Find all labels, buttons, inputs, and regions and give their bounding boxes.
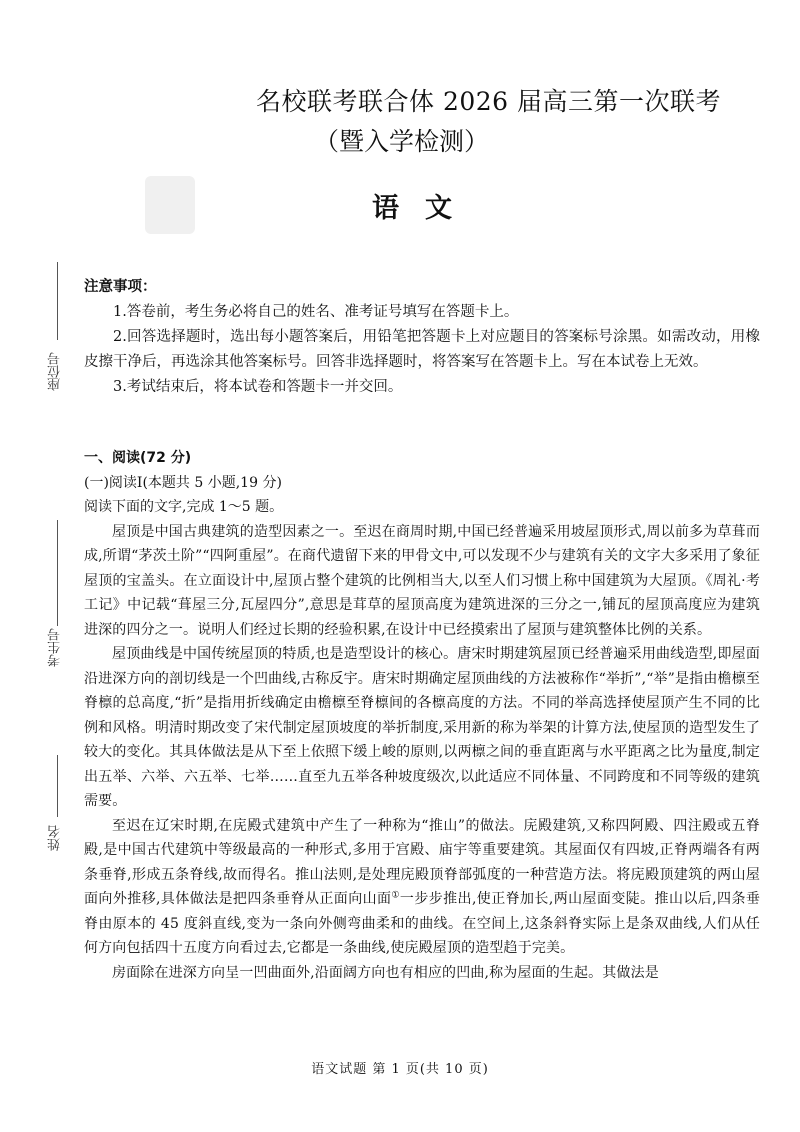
name-label: 姓名 — [48, 825, 63, 851]
exam-subtitle: （暨入学检测） — [314, 127, 490, 156]
footnote-marker: ① — [391, 890, 400, 901]
section-subheading: (一)阅读Ⅰ(本题共 5 小题,19 分) — [84, 474, 282, 491]
passage-paragraph: 屋顶是中国古典建筑的造型因素之一。至迟在商周时期,中国已经普遍采用坡屋顶形式,周以前多为草葺而成,所谓“茅茨土阶”“四阿重屋”。在商代遗留下来的甲骨文中,可以发现不少与建筑有关的文字大多采用了象征屋顶的宝盖头。在立面设计中,屋顶占整个建筑的比例相当大,以至人们习惯上称中国建筑为大屋顶。《周礼·考工记》中记载“葺屋三分,瓦屋四分”,意思是茸草的屋顶高度为建筑进深的三分之一,铺瓦的屋顶高度应为建筑进深的四分之一。说明人们经过长期的经验积累,在设计中已经摸索出了屋顶与建筑整体比例的关系。 — [84, 523, 760, 638]
passage-text: 至迟在辽宋时期,在庑殿式建筑中产生了一种称为“推山”的做法。庑殿建筑,又称四阿殿、四注殿或五脊殿,是中国古代建筑中等级最高的一种形式,多用于宫殿、庙宇等重要建筑。其屋面仅有四坡,正脊两端各有两条垂脊,形成五条脊线,故而得名。推山法则,是处理庑殿顶脊部弧度的一种营造方法。将庑殿顶建筑的两山屋面向外推移,具体做法是把四条垂脊从正面向山面 — [84, 817, 760, 907]
section-heading: 一、阅读(72 分) — [84, 450, 192, 466]
notes-item: 3.考试结束后，将本试卷和答题卡一并交回。 — [113, 379, 403, 395]
notes-section — [84, 275, 760, 400]
passage-text: 一步步推出,使正脊加长,两山屋面变陡。推山以后,四条垂脊由原本的 45 度斜直线,变为一条向外侧弯曲柔和的曲线。在空间上,这条斜脊实际上是条双曲线,人们从任何方向包括四十五度方向看过去,它都是一条曲线,使庑殿屋顶的造型趋于完美。 — [84, 891, 761, 956]
reading-section — [84, 446, 760, 985]
page-footer: 语文试题 第 1 页(共 10 页) — [311, 1062, 489, 1077]
candidate-number-field[interactable] — [46, 520, 70, 670]
scan-smudge — [145, 176, 195, 234]
passage-paragraph: 屋顶曲线是中国传统屋顶的特质,也是造型设计的核心。唐宋时期建筑屋顶已经普遍采用曲线造型,即屋面沿进深方向的剖切线是一个凹曲线,古称反宇。唐宋时期确定屋顶曲线的方法被称作“举折”,“举”是指由檐檩至脊檩的总高度,“折”是指用折线确定由檐檩至脊檩间的各檩高度的方法。不同的举高选择使屋顶产生不同的比例和风格。明清时期改变了宋代制定屋顶坡度的举折制度,采用新的称为举架的计算方法,使屋顶的造型发生了较大的变化。其具体做法是从下至上依照下缓上峻的原则,以两檩之间的垂直距离与水平距离之比为量度,制定出五举、六举、六五举、七举……直至九五举各种坡度级次,以此适应不同体量、不同跨度和不同等级的建筑需要。 — [84, 646, 760, 809]
notes-heading: 注意事项： — [84, 279, 157, 295]
candidate-number-label: 考生号 — [48, 628, 63, 667]
name-line — [57, 755, 58, 817]
reading-instruction: 阅读下面的文字,完成 1～5 题。 — [84, 499, 284, 515]
passage-paragraph: 房面除在进深方向呈一凹曲面外,沿面阔方向也有相应的凹曲,称为屋面的生起。其做法是 — [112, 964, 659, 981]
candidate-number-line — [57, 520, 58, 626]
subject-title: 语文 — [372, 193, 478, 224]
exam-title: 名校联考联合体 2026 届高三第一次联考 — [256, 87, 722, 116]
seat-number-line — [57, 262, 58, 340]
name-field[interactable] — [46, 755, 70, 865]
seat-number-field[interactable] — [46, 262, 70, 402]
passage-paragraph — [84, 814, 760, 961]
seat-number-label: 座位号 — [48, 352, 63, 391]
notes-item: 1.答卷前，考生务必将自己的姓名、准考证号填写在答题卡上。 — [113, 304, 519, 320]
notes-item: 2.回答选择题时，选出每小题答案后，用铅笔把答题卡上对应题目的答案标号涂黑。如需改动，用橡皮擦干净后，再选涂其他答案标号。回答非选择题时，将答案写在答题卡上。写在本试卷上无效。 — [84, 329, 760, 370]
